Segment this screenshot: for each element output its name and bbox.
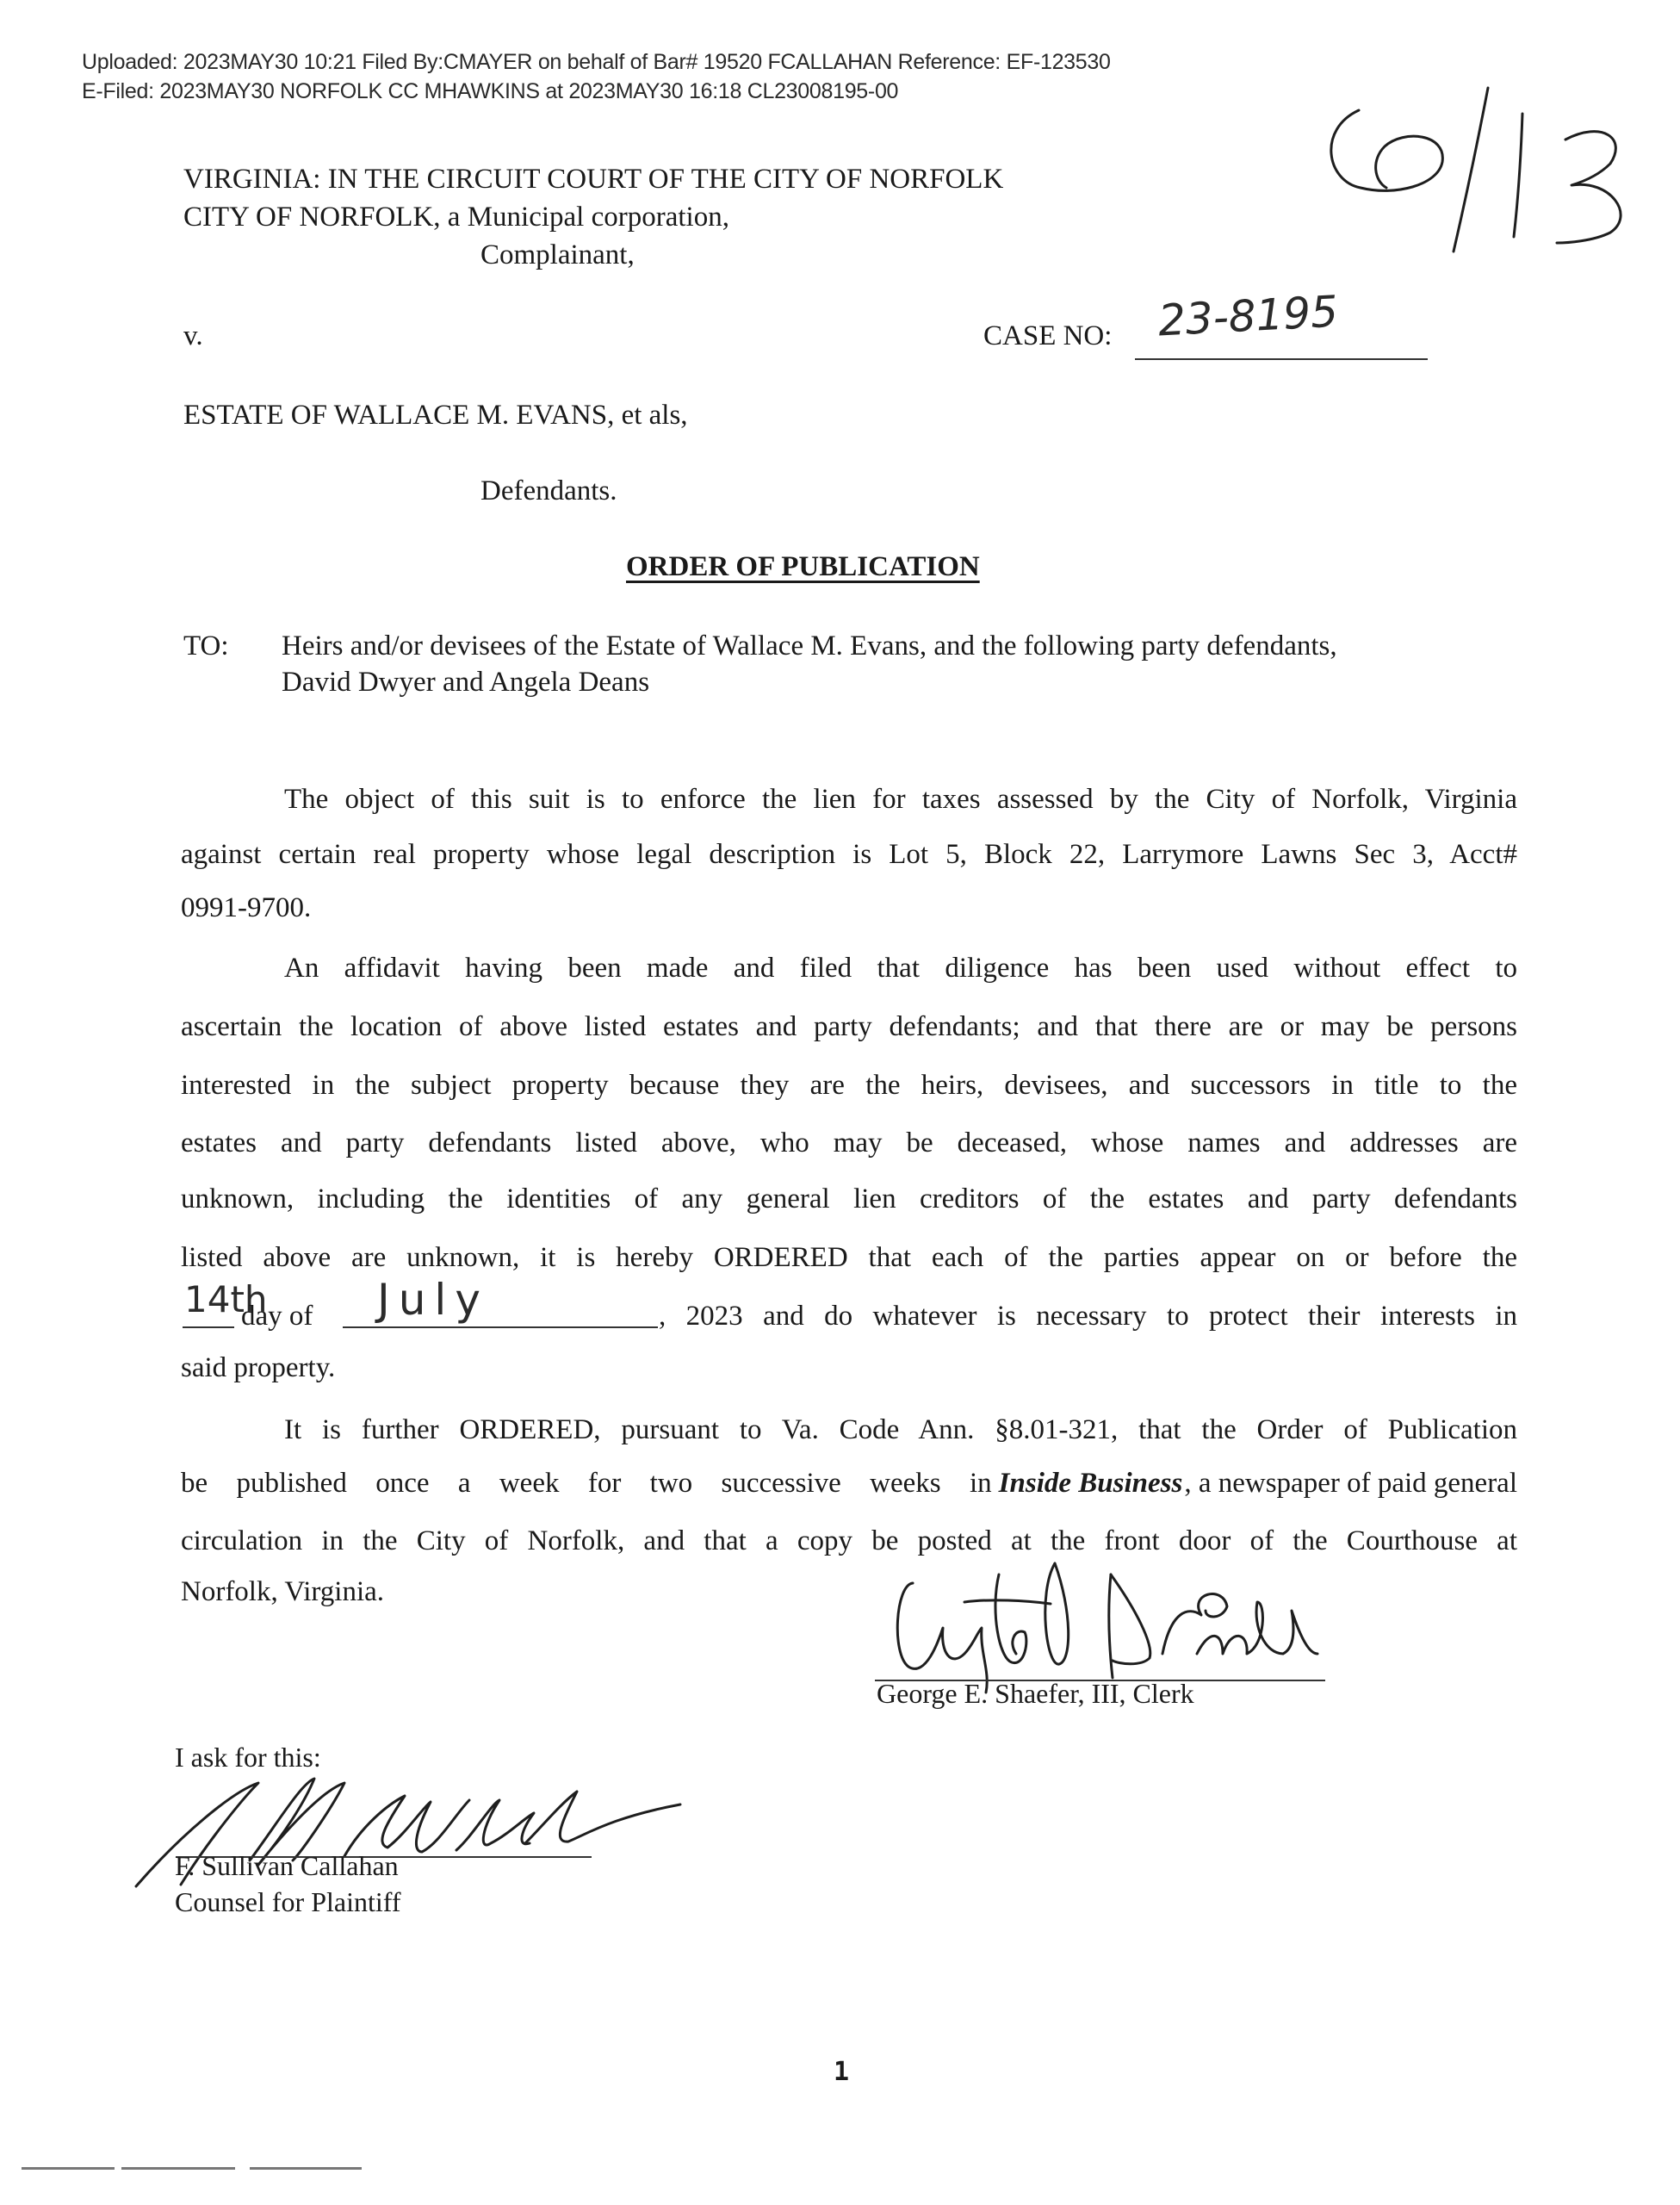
request-label: I ask for this: <box>175 1742 321 1773</box>
addressee-line-1: Heirs and/or devisees of the Estate of Wallace M. Evans, and the following party defendants, <box>282 630 1337 662</box>
affidavit-paragraph-line: unknown, including the identities of any general lien creditors of the estates and party defendants <box>181 1183 1517 1214</box>
further-paragraph-line: Norfolk, Virginia. <box>181 1576 385 1607</box>
case-number-handwritten: 23-8195 <box>1156 286 1340 346</box>
document-title: ORDER OF PUBLICATION <box>626 551 980 582</box>
scan-artifact-mark <box>22 2167 115 2170</box>
appear-date-final: said property. <box>181 1352 336 1383</box>
object-paragraph-line: The object of this suit is to enforce the lien for taxes assessed by the City of Norfolk, Virginia <box>284 784 1517 815</box>
upload-stamp-line: Uploaded: 2023MAY30 10:21 Filed By:CMAYER on behalf of Bar# 19520 FCALLAHAN Reference: EF-123530 <box>82 50 1111 74</box>
further-paragraph-line: It is further ORDERED, pursuant to Va. Code Ann. §8.01-321, that the Order of Publication <box>284 1414 1517 1445</box>
addressee-line-2: David Dwyer and Angela Deans <box>282 667 650 698</box>
affidavit-paragraph-line: An affidavit having been made and filed that diligence has been used without effect to <box>284 953 1517 984</box>
appear-date-rest: , 2023 and do whatever is necessary to protect their interests in <box>659 1301 1517 1332</box>
defendant-role: Defendants. <box>480 475 617 506</box>
further-paragraph-line: circulation in the City of Norfolk, and that a copy be posted at the front door of the Courthouse at <box>181 1525 1517 1556</box>
affidavit-paragraph-line: listed above are unknown, it is hereby ORDERED that each of the parties appear on or before the <box>181 1242 1517 1273</box>
efile-stamp-line: E-Filed: 2023MAY30 NORFOLK CC MHAWKINS at 2023MAY30 16:18 CL23008195-00 <box>82 79 899 103</box>
defendant-name: ESTATE OF WALLACE M. EVANS, et als, <box>183 400 688 431</box>
complainant-name: CITY OF NORFOLK, a Municipal corporation, <box>183 202 729 233</box>
handwritten-date-annotation <box>1292 86 1619 267</box>
clerk-printed-name: George E. Shaefer, III, Clerk <box>877 1678 1194 1709</box>
court-heading: VIRGINIA: IN THE CIRCUIT COURT OF THE CITY OF NORFOLK <box>183 164 1004 195</box>
affidavit-paragraph-line: estates and party defendants listed above, who may be deceased, whose names and addresses are <box>181 1127 1517 1158</box>
case-number-underline <box>1135 358 1428 360</box>
clerk-signature <box>861 1559 1533 1697</box>
complainant-role: Complainant, <box>480 239 635 270</box>
affidavit-paragraph-line: ascertain the location of above listed estates and party defendants; and that there are or may be persons <box>181 1011 1517 1042</box>
newspaper-name: Inside Business <box>998 1468 1183 1499</box>
further-paragraph-line <box>181 1469 1517 1498</box>
object-paragraph-line: 0991-9700. <box>181 892 312 923</box>
day-of-label: day of <box>241 1301 313 1332</box>
further-line2-after: , a newspaper of paid general <box>1184 1468 1517 1499</box>
addressee-label: TO: <box>183 630 229 662</box>
counsel-role: Counsel for Plaintiff <box>175 1886 401 1917</box>
affidavit-paragraph-line: interested in the subject property because they are the heirs, devisees, and successors in title to the <box>181 1070 1517 1101</box>
object-paragraph-line: against certain real property whose legal description is Lot 5, Block 22, Larrymore Lawns Sec 3, Acct# <box>181 839 1517 870</box>
day-handwritten: 14th <box>184 1278 268 1320</box>
versus-label: v. <box>183 320 203 351</box>
day-blank-underline <box>183 1326 234 1328</box>
scan-artifact-mark <box>250 2167 362 2170</box>
month-blank-underline <box>343 1326 658 1328</box>
further-line2-before: be published once a week for two successive weeks in <box>181 1468 992 1499</box>
month-handwritten: July <box>377 1275 489 1325</box>
page-number: 1 <box>834 2057 850 2087</box>
case-number-label: CASE NO: <box>983 320 1113 351</box>
scan-artifact-mark <box>121 2167 235 2170</box>
counsel-printed-name: F. Sullivan Callahan <box>175 1850 399 1881</box>
